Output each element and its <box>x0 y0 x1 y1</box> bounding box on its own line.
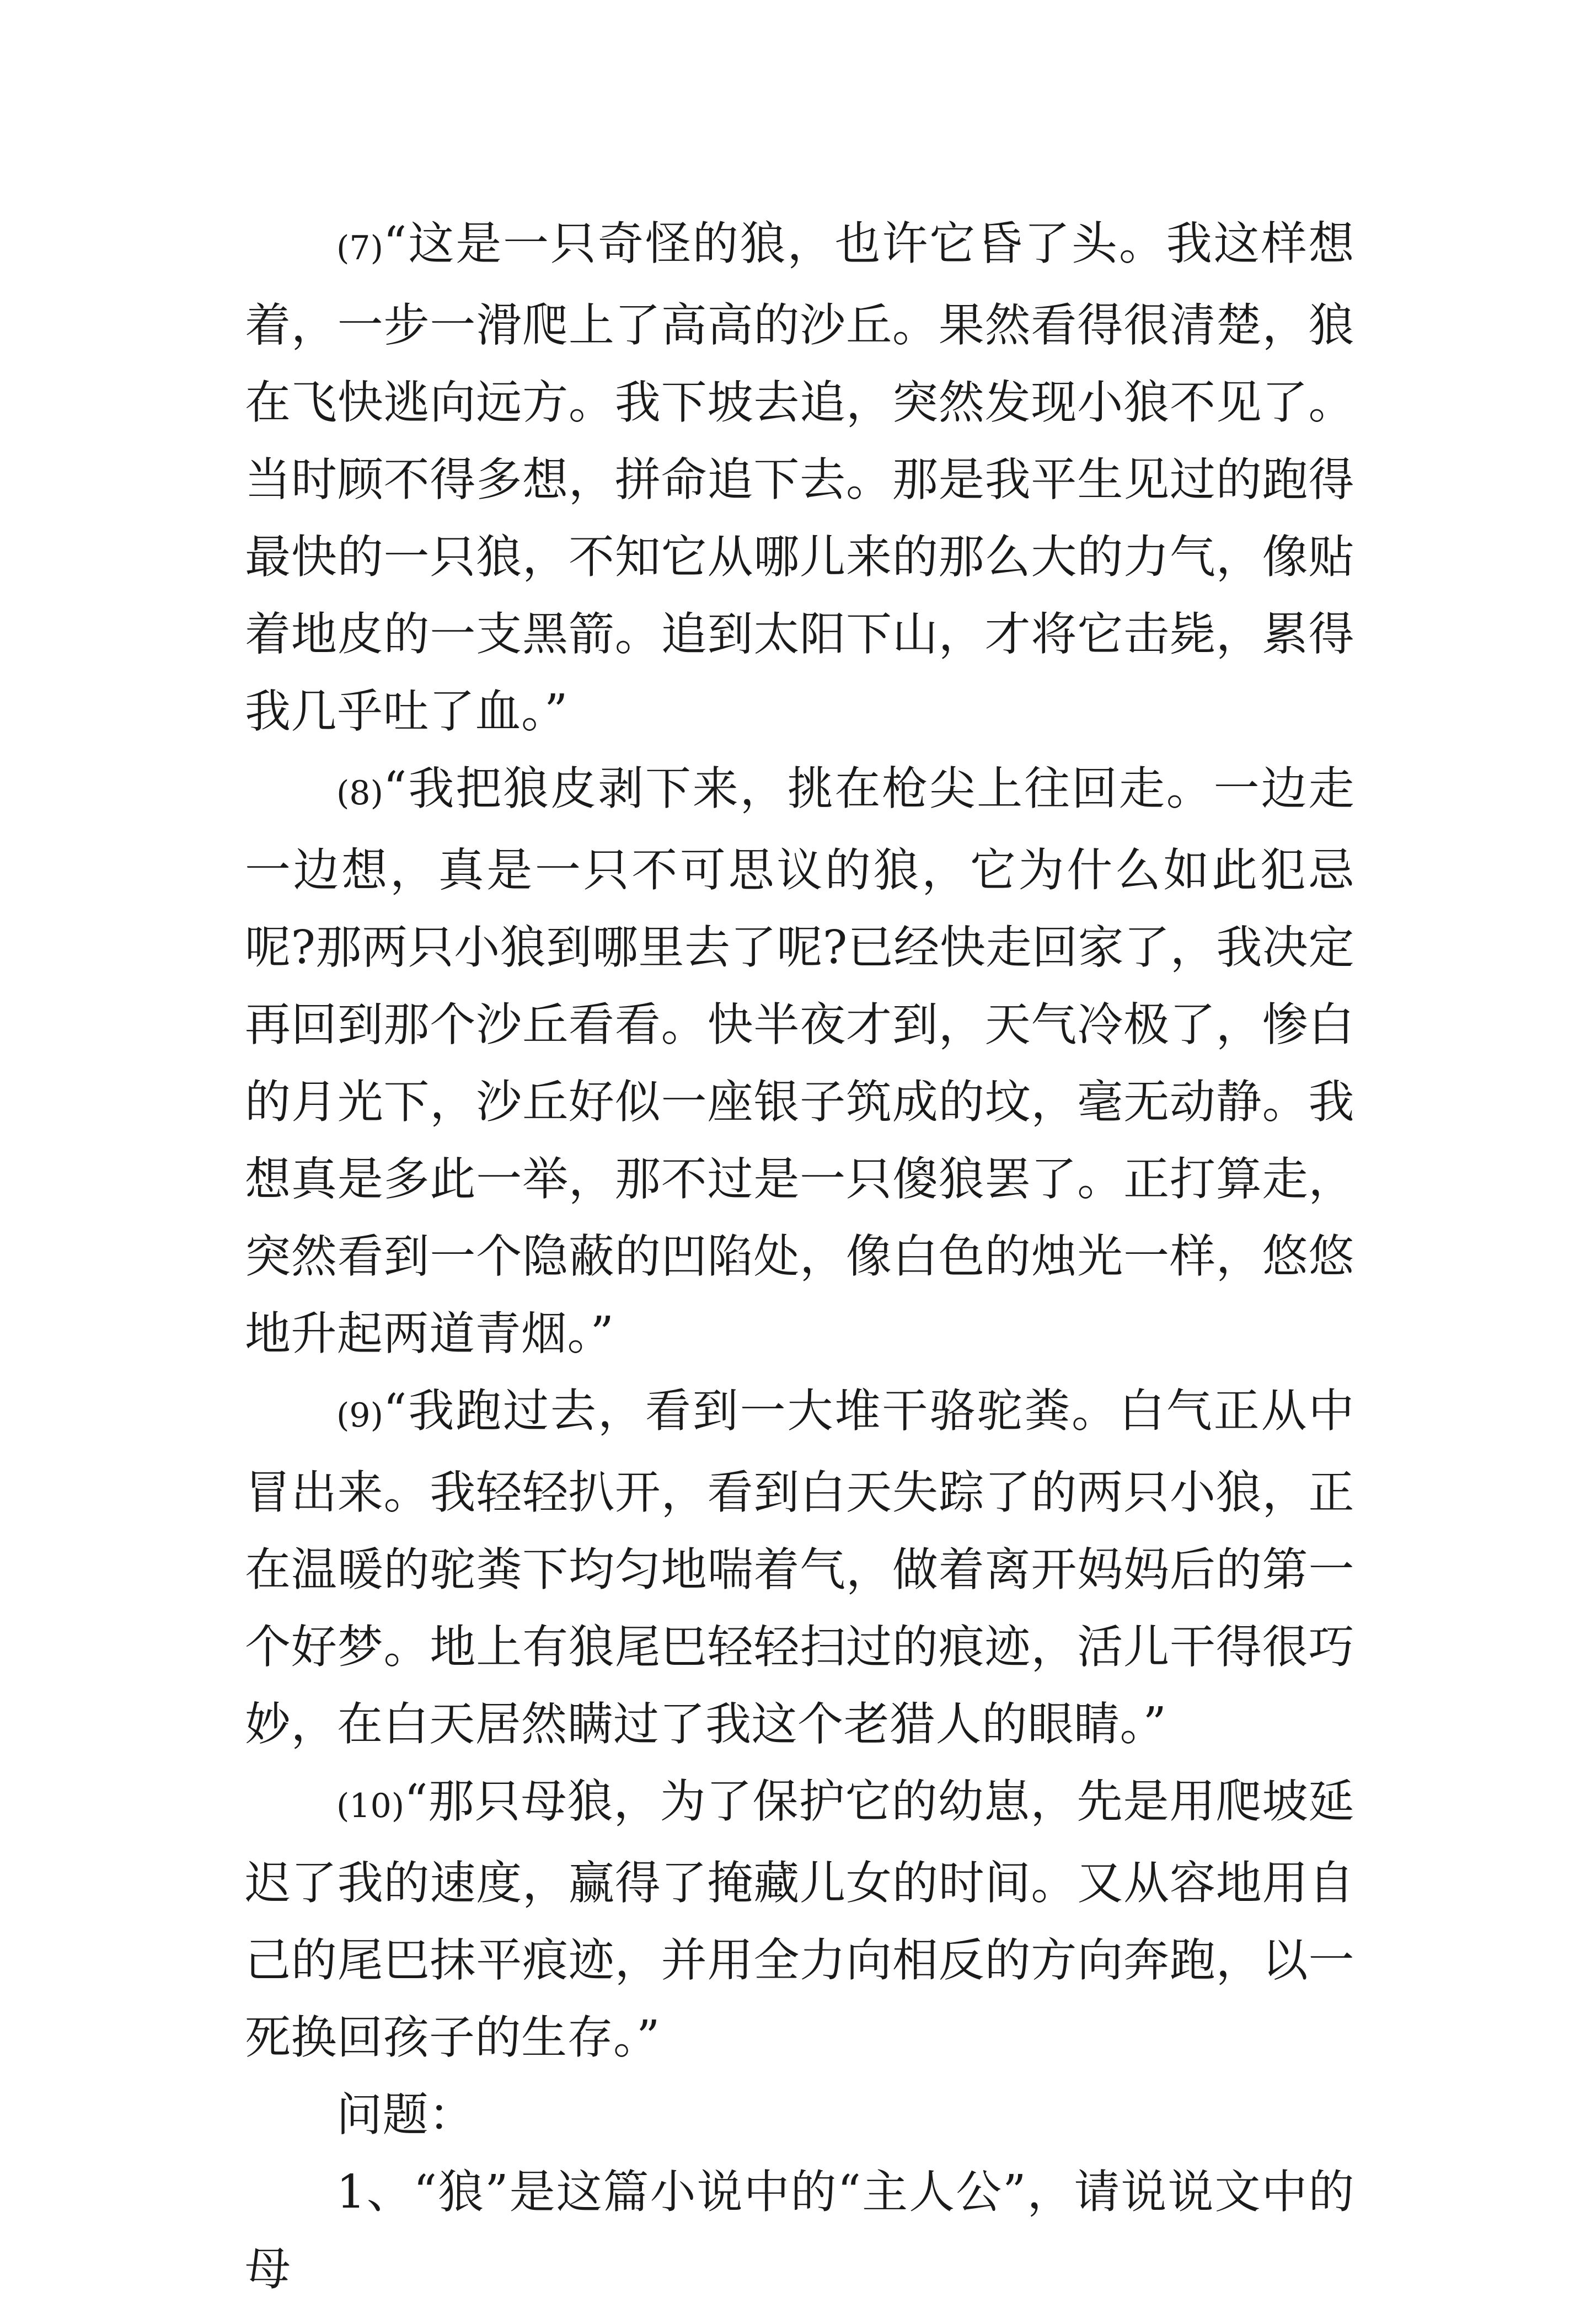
paragraph-7 <box>245 205 1354 750</box>
document-body <box>245 205 1354 2308</box>
paragraph-8 <box>245 750 1354 1372</box>
paragraph-number: (10) <box>336 1787 405 1825</box>
paragraph-9 <box>245 1372 1354 1763</box>
question-1: 1、“狼”是这篇小说中的“主人公”，请说说文中的母 <box>245 2165 1354 2296</box>
questions-heading: 问题： <box>336 2088 475 2141</box>
paragraph-number: (8) <box>336 774 383 813</box>
paragraph-text: “我跑过去，看到一大堆干骆驼粪。白气正从中冒出来。我轻轻扒开，看到白天失踪了的两只小狼，正在温暖的驼粪下均匀地喘着气，做着离开妈妈后的第一个好梦。地上有狼尾巴轻轻扫过的痕迹，活儿干得很巧妙，在白天居然瞒过了我这个老猎人的眼睛。” <box>245 1384 1354 1751</box>
paragraph-number: (9) <box>336 1396 383 1435</box>
paragraph-text: “我把狼皮剥下来，挑在枪尖上往回走。一边走一边想，真是一只不可思议的狼，它为什么如此犯忌呢?那两只小狼到哪里去了呢?已经快走回家了，我决定再回到那个沙丘看看。快半夜才到，天气冷极了，惨白的月光下，沙丘好似一座银子筑成的坟，毫无动静。我想真是多此一举，那不过是一只傻狼罢了。正打算走，突然看到一个隐蔽的凹陷处，像白色的烛光一样，悠悠地升起两道青烟。” <box>245 762 1354 1360</box>
paragraph-text: “这是一只奇怪的狼，也许它昏了头。我这样想着，一步一滑爬上了高高的沙丘。果然看得很清楚，狼在飞快逃向远方。我下坡去追，突然发现小狼不见了。当时顾不得多想，拼命追下去。那是我平生见过的跑得最快的一只狼，不知它从哪儿来的那么大的力气，像贴着地皮的一支黑箭。追到太阳下山，才将它击毙，累得我几乎吐了血。” <box>245 217 1354 738</box>
paragraph-text: “那只母狼，为了保护它的幼崽，先是用爬坡延迟了我的速度，赢得了掩藏儿女的时间。又从容地用自己的尾巴抹平痕迹，并用全力向相反的方向奔跑，以一死换回孩子的生存。” <box>245 1775 1354 2064</box>
paragraph-number: (7) <box>336 229 383 268</box>
paragraph-10 <box>245 1763 1354 2076</box>
